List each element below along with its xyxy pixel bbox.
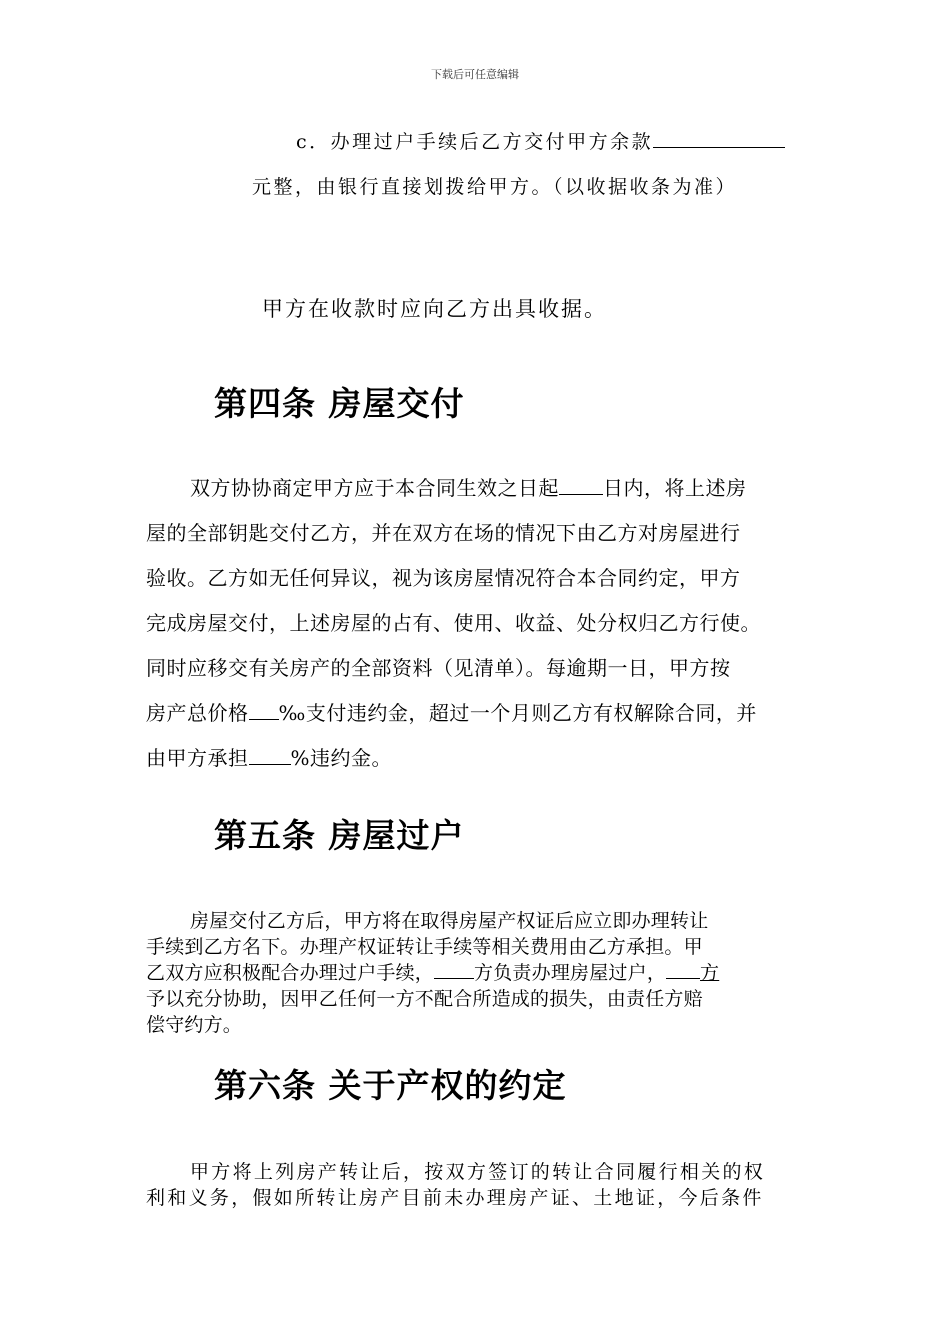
- clause4-line7-a: 由甲方承担: [146, 746, 249, 770]
- clause5-title: 第五条 房屋过户: [214, 816, 465, 855]
- penalty-rate-blank: [249, 699, 279, 720]
- party-blank-1: [434, 959, 474, 979]
- clause4-line3: 验收。乙方如无任何异议，视为该房屋情况符合本合同约定，甲方: [146, 566, 741, 590]
- clause4-line6-b: ‰支付违约金，超过一个月则乙方有权解除合同，并: [278, 701, 757, 725]
- clause5-line3-b: 方负责办理房屋过户，: [474, 962, 667, 984]
- clause4-line1-a: 双方协协商定甲方应于本合同生效之日起: [190, 476, 559, 500]
- clause5-line3-a: 乙双方应积极配合办理过户手续，: [146, 962, 435, 984]
- clause4-line1: [190, 472, 747, 501]
- clause4-title: 第四条 房屋交付: [214, 384, 465, 423]
- clause6-line1: 甲方将上列房产转让后，按双方签订的转让合同履行相关的权: [190, 1161, 766, 1183]
- clause5-line1: 房屋交付乙方后，甲方将在取得房屋产权证后应立即办理转让: [190, 910, 709, 932]
- clause4-line1-b: 日内，将上述房: [603, 476, 747, 500]
- receipt-sentence: 甲方在收款时应向乙方出具收据。: [262, 297, 607, 321]
- payment-line-c-cont: 元整，由银行直接划拨给甲方。（以收据收条为准）: [252, 176, 738, 198]
- clause5-line3-c: 方: [700, 962, 720, 984]
- payment-line-c-text: c．办理过户手续后乙方交付甲方余款: [296, 131, 654, 153]
- clause4-line7: [146, 742, 392, 771]
- page-header: 下载后可任意编辑: [431, 68, 519, 81]
- clause4-line2: 屋的全部钥匙交付乙方，并在双方在场的情况下由乙方对房屋进行: [146, 521, 741, 545]
- clause4-line6: [146, 697, 757, 726]
- clause5-line4: 予以充分协助，因甲乙任何一方不配合所造成的损失，由责任方赔: [146, 988, 703, 1010]
- amount-blank: [653, 128, 785, 148]
- payment-line-c: [296, 127, 785, 154]
- clause5-line2: 手续到乙方名下。办理产权证转让手续等相关费用由乙方承担。甲: [146, 936, 703, 958]
- days-blank: [559, 474, 603, 495]
- clause6-line2: 利和义务，假如所转让房产目前未办理房产证、土地证，今后条件: [146, 1187, 764, 1209]
- clause6-title: 第六条 关于产权的约定: [214, 1066, 567, 1105]
- clause4-line5: 同时应移交有关房产的全部资料（见清单）。每逾期一日，甲方按: [146, 656, 731, 680]
- clause4-line4: 完成房屋交付，上述房屋的占有、使用、收益、处分权归乙方行使。: [146, 611, 761, 635]
- clause5-line3: [146, 958, 719, 985]
- clause4-line7-b: %违约金。: [290, 746, 393, 770]
- clause4-line6-a: 房产总价格: [146, 701, 249, 725]
- party-blank-2: [666, 959, 700, 979]
- clause5-line5: 偿守约方。: [146, 1014, 243, 1036]
- penalty-percent-blank: [249, 744, 291, 765]
